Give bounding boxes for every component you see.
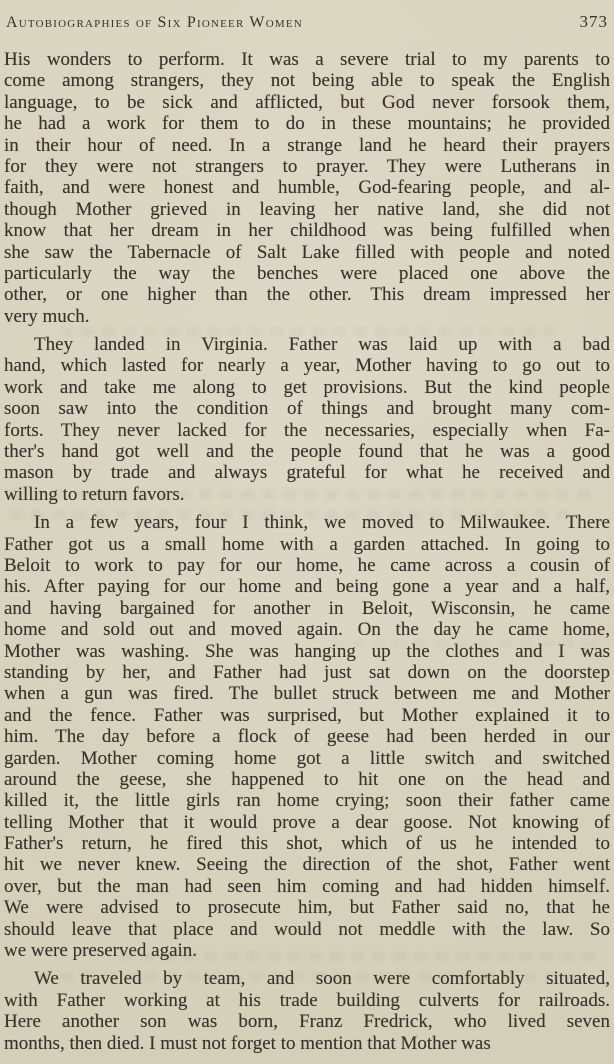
- text-line: around the geese, she happened to hit one on the head and: [4, 768, 610, 790]
- running-head: [4, 12, 610, 32]
- page-number: 373: [579, 12, 608, 31]
- text-line: We were advised to prosecute him, but Father said no, that he: [4, 897, 610, 919]
- text-line: though Mother grieved in leaving her native land, she did not: [4, 198, 610, 220]
- text-line: he had a work for them to do in these mountains; he provided: [4, 113, 610, 135]
- text-line: Father's return, he fired this shot, which of us he intended to: [4, 833, 610, 855]
- text-line: should leave that place and would not meddle with the law. So: [4, 918, 610, 940]
- text-line: know that her dream in her childhood was being fulfilled when: [4, 220, 610, 242]
- text-line: Mother was washing. She was hanging up the clothes and I was: [4, 640, 610, 662]
- text-line: killed it, the little girls ran home crying; soon their father came: [4, 790, 610, 812]
- text-line: when a gun was fired. The bullet struck between me and Mother: [4, 683, 610, 705]
- text-line: particularly the way the benches were placed one above the: [4, 262, 610, 284]
- text-line: his. After paying for our home and being gone a year and a half,: [4, 576, 610, 598]
- text-line: in their hour of need. In a strange land he heard their prayers: [4, 134, 610, 156]
- text-line: and having bargained for another in Beloit, Wisconsin, he came: [4, 597, 610, 619]
- text-line: come among strangers, they not being able to speak the English: [4, 70, 610, 92]
- text-line: Beloit to work to pay for our home, he came across a cousin of: [4, 554, 610, 576]
- text-line: over, but the man had seen him coming and had hidden himself.: [4, 875, 610, 897]
- text-line: him. The day before a flock of geese had been herded in our: [4, 726, 610, 748]
- text-line: His wonders to perform. It was a severe trial to my parents to: [4, 49, 610, 70]
- text-body: [4, 49, 610, 1054]
- text-line: They landed in Virginia. Father was laid up with a bad: [34, 334, 610, 356]
- text-line: garden. Mother coming home got a little switch and switched: [4, 747, 610, 769]
- text-line: and the fence. Father was surprised, but Mother explained it to: [4, 704, 610, 726]
- running-head-title: Autobiographies of Six Pioneer Women: [6, 14, 303, 31]
- text-line: In a few years, four I think, we moved to Milwaukee. There: [34, 512, 610, 534]
- text-line: for they were not strangers to prayer. They were Lutherans in: [4, 155, 610, 177]
- text-line: other, or one higher than the other. This dream impressed her: [4, 284, 610, 306]
- text-line: very much.: [4, 305, 90, 327]
- text-line: hit we never knew. Seeing the direction of the shot, Father went: [4, 854, 610, 876]
- text-line: ther's hand got well and the people found that he was a good: [4, 441, 610, 463]
- text-line: Here another son was born, Franz Fredrick, who lived seven: [4, 1011, 610, 1033]
- text-line: We traveled by team, and soon were comfortably situated,: [34, 968, 610, 990]
- text-line: telling Mother that it would prove a dear goose. Not knowing of: [4, 811, 610, 833]
- text-line: months, then died. I must not forget to mention that Mother was: [4, 1032, 491, 1054]
- text-line: Father got us a small home with a garden attached. In going to: [4, 533, 610, 555]
- text-line: willing to return favors.: [4, 483, 185, 505]
- text-line: forts. They never lacked for the necessaries, especially when Fa-: [4, 419, 610, 441]
- paragraph: [4, 968, 610, 1054]
- text-line: work and take me along to get provisions. But the kind people: [4, 376, 610, 398]
- paragraph: [4, 334, 610, 505]
- text-line: mason by trade and always grateful for what he received and: [4, 462, 610, 484]
- text-line: faith, and were honest and humble, God-fearing people, and al-: [4, 177, 610, 199]
- text-line: we were preserved again.: [4, 940, 198, 962]
- text-line: hand, which lasted for nearly a year, Mother having to go out to: [4, 355, 610, 377]
- text-line: language, to be sick and afflicted, but God never forsook them,: [4, 91, 610, 113]
- paragraph: [4, 512, 610, 961]
- text-line: standing by her, and Father had just sat down on the doorstep: [4, 661, 610, 683]
- paragraph: [4, 49, 610, 327]
- text-line: home and sold out and moved again. On the day he came home,: [4, 619, 610, 641]
- text-line: she saw the Tabernacle of Salt Lake filled with people and noted: [4, 241, 610, 263]
- text-line: soon saw into the condition of things and brought many com-: [4, 398, 610, 420]
- text-line: with Father working at his trade building culverts for railroads.: [4, 989, 610, 1011]
